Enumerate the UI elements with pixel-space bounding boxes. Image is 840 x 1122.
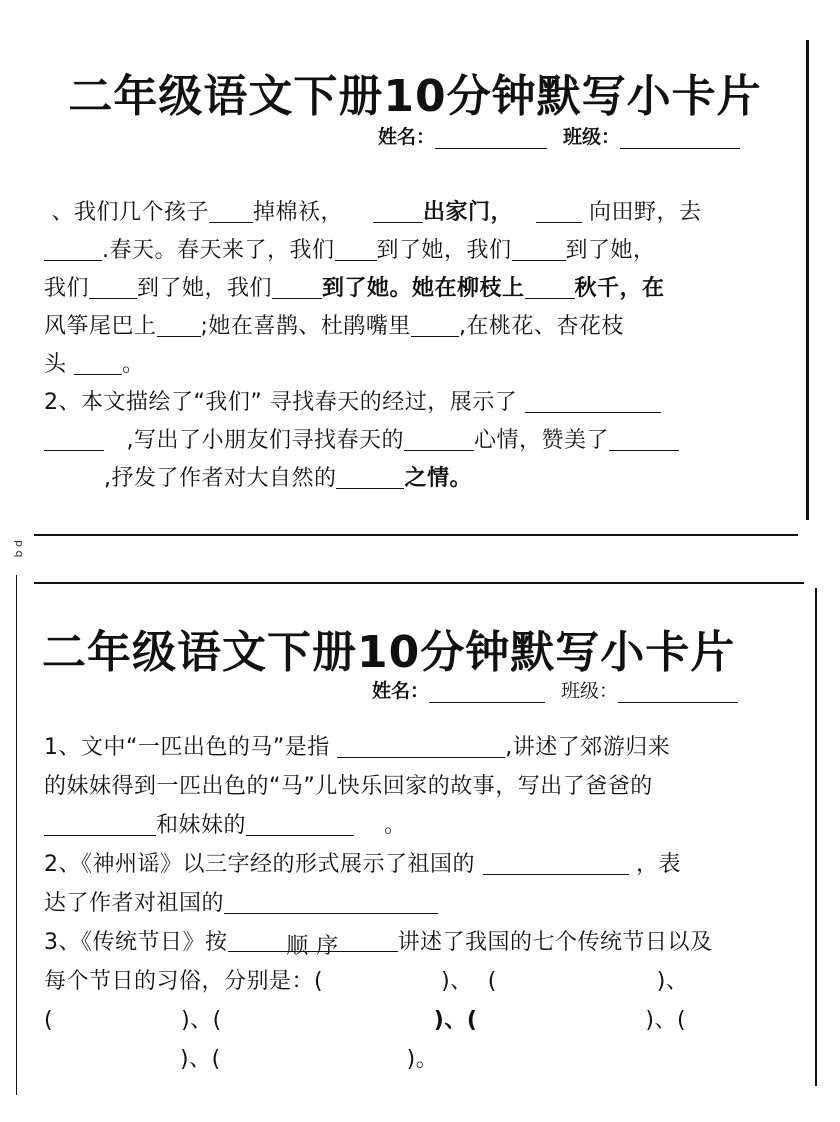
answer-blank[interactable] [536, 198, 582, 223]
name-label: 姓名： [378, 126, 436, 148]
answer-blank[interactable] [483, 850, 629, 875]
answer-blank[interactable] [336, 464, 404, 489]
text-line: ,抒发了作者对大自然的 之情。 [103, 466, 472, 491]
answer-blank[interactable] [157, 312, 201, 337]
class-label: 班级： [563, 126, 621, 148]
card-right-border [806, 40, 809, 520]
answer-blank[interactable] [512, 236, 566, 261]
name-class-bar [378, 122, 740, 149]
dictation-card-2 [0, 580, 840, 1122]
text-line: ,写出了小朋友们寻找春天的 心情，赞美了 [44, 422, 794, 460]
text-line: 2、《神州谣》以三字经的形式展示了祖国的 ，表 [44, 852, 682, 877]
answer-blank[interactable] [411, 312, 459, 337]
class-blank[interactable] [620, 130, 740, 149]
text-line: 1、文中“一匹出色的马”是指 ,讲述了郊游归来 [44, 735, 671, 760]
text-line: 的妹妹得到一匹出色的“马”儿快乐回家的故事，写出了爸爸的 [44, 774, 653, 799]
text-line: ( )、( )、( )、( [44, 1008, 687, 1033]
text-line: 3、《传统节日》按 顺 序 讲述了我国的七个传统节日以及 [44, 923, 794, 962]
class-label: 班级： [561, 680, 619, 702]
answer-filled: 顺 序 [228, 927, 398, 952]
answer-blank[interactable] [89, 274, 137, 299]
answer-blank[interactable] [373, 198, 423, 223]
text-line: .春天。春天来了，我们 到了她，我们 到了她， [44, 232, 794, 270]
answer-blank[interactable] [209, 198, 253, 223]
text-line: 我们 到了她，我们 到了她。她在柳枝上 秋千，在 [44, 276, 665, 301]
cut-marker: b d [12, 540, 25, 558]
text-line: 达了作者对祖国的 [44, 884, 794, 923]
dictation-card-1 [0, 0, 840, 540]
name-blank[interactable] [435, 130, 547, 149]
text-line: 2、本文描绘了“我们” 寻找春天的经过，展示了 [44, 384, 794, 422]
text-line: 头 。 [44, 352, 145, 377]
answer-blank[interactable] [44, 811, 156, 836]
name-class-bar [372, 676, 738, 703]
card-title: 二年级语文下册10分钟默写小卡片 [42, 627, 736, 678]
text-line: 每个节日的习俗，分别是：( )、 ( )、 [44, 969, 689, 994]
answer-blank[interactable] [525, 388, 661, 413]
answer-blank[interactable] [74, 350, 122, 375]
name-label: 姓名： [372, 680, 430, 702]
answer-blank[interactable] [224, 889, 438, 914]
name-blank[interactable] [429, 684, 545, 703]
card-bottom-border [34, 534, 798, 536]
answer-blank[interactable] [404, 426, 474, 451]
text-line: 风筝尾巴上 ;她在喜鹊、杜鹃嘴里 ,在桃花、杏花枝 [44, 314, 624, 339]
answer-blank[interactable] [335, 236, 377, 261]
answer-blank[interactable] [272, 274, 322, 299]
answer-blank[interactable] [337, 733, 505, 758]
card-title: 二年级语文下册10分钟默写小卡片 [68, 71, 762, 122]
text-line: )、( )。 [180, 1047, 439, 1072]
answer-blank[interactable] [246, 811, 354, 836]
answer-blank[interactable] [609, 426, 679, 451]
card-body [44, 728, 794, 1079]
answer-blank[interactable] [525, 274, 575, 299]
class-blank[interactable] [618, 684, 738, 703]
answer-blank[interactable] [44, 236, 102, 261]
text-line: 、我们几个孩子 掉棉袄， 出家门， 向田野，去 [51, 200, 702, 225]
card-body [44, 194, 794, 498]
text-line: 和妹妹的 。 [44, 806, 794, 845]
answer-blank[interactable] [44, 426, 104, 451]
